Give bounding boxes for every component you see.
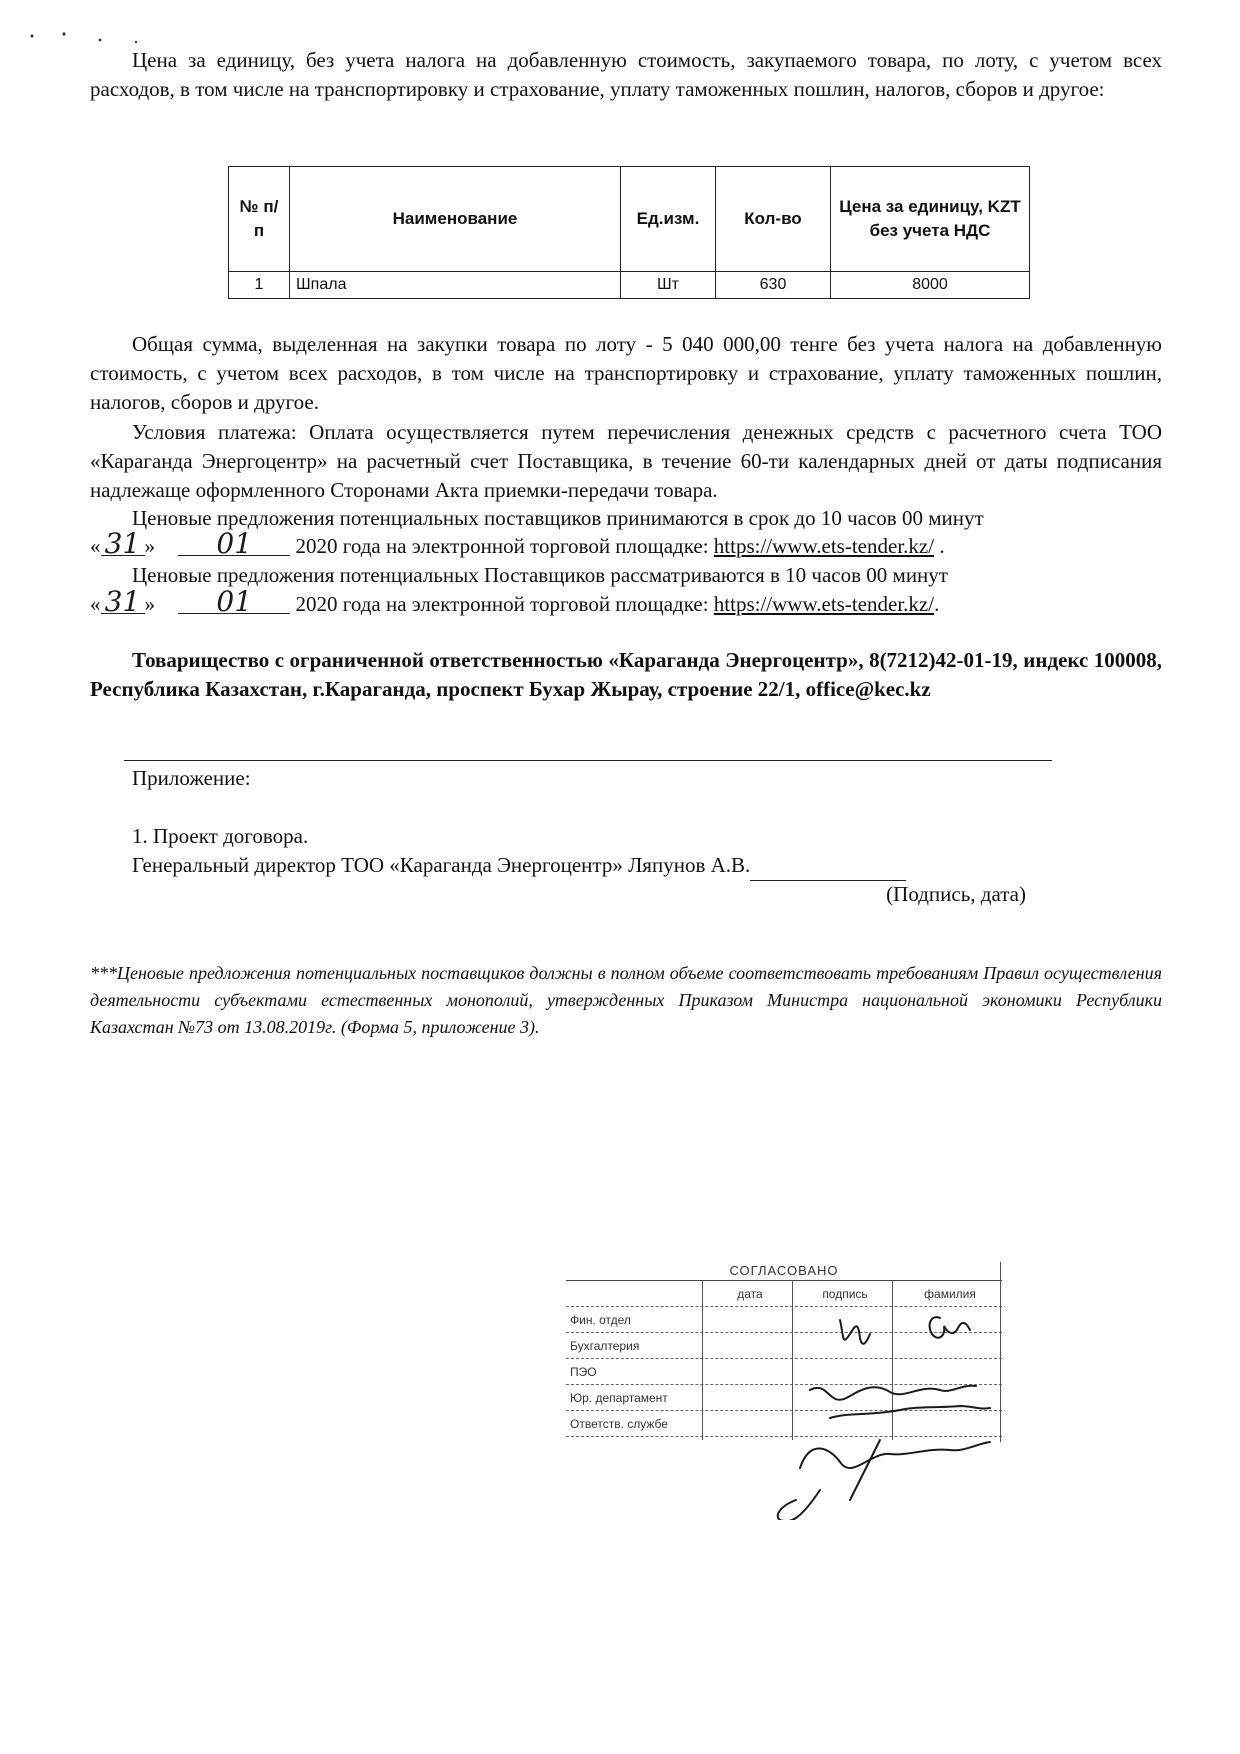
- col-header-unit: Ед.изм.: [621, 167, 716, 272]
- stamp-divider: [702, 1280, 703, 1440]
- signature-blank: [750, 851, 906, 881]
- director-name: Генеральный директор ТОО «Караганда Энергоцентр» Ляпунов А.В.: [132, 853, 751, 877]
- appendix-label: Приложение:: [132, 766, 251, 790]
- total-paragraph: Общая сумма, выделенная на закупки товара по лоту - 5 040 000,00 тенге без учета налога на добавленную стоимость, с учетом всех расходов, в том числе на транспортировку и страхование, уплату таможенных пошлин, налогов, сборов и другое.: [90, 332, 1162, 414]
- separator-line: [124, 760, 1052, 761]
- ets-tender-link[interactable]: https://www.ets-tender.kz/: [713, 534, 935, 558]
- deadline-receive-text: Ценовые предложения потенциальных поставщиков принимаются в срок до 10 часов 00 минут: [132, 506, 984, 530]
- payment-paragraph: Условия платежа: Оплата осуществляется путем перечисления денежных средств с расчетного счета ТОО «Караганда Энергоцентр» на расчетный счет Поставщика, в течение 60-ти календарных дней от даты подписания надлежаще оформленного Сторонами Акта приемки-передачи товара.: [90, 420, 1162, 502]
- stamp-col-signature: подпись: [822, 1287, 868, 1301]
- cell-name: Шпала: [290, 272, 621, 299]
- handwritten-month: 01: [178, 591, 290, 614]
- stamp-row-label: Юр. департамент: [570, 1391, 668, 1405]
- deadline-review-text: Ценовые предложения потенциальных Поставщиков рассматриваются в 10 часов 00 минут: [132, 563, 948, 587]
- handwritten-day: 31: [101, 533, 145, 556]
- col-header-number: № п/п: [229, 167, 290, 272]
- stamp-title: СОГЛАСОВАНО: [566, 1262, 1002, 1281]
- ets-tender-link[interactable]: https://www.ets-tender.kz/: [713, 592, 935, 616]
- col-header-name: Наименование: [290, 167, 621, 272]
- stamp-row-label: Ответств. службе: [570, 1417, 668, 1431]
- stamp-row-label: Бухгалтерия: [570, 1339, 640, 1353]
- col-header-price: Цена за единицу, KZT без учета НДС: [831, 167, 1030, 272]
- signature-hint: (Подпись, дата): [886, 882, 1026, 906]
- appendix-item: 1. Проект договора.: [132, 824, 309, 848]
- handwritten-month: 01: [178, 533, 290, 556]
- deadline-review-date-line: « 31 » 01 2020 года на электронной торговой площадке: https://www.ets-tender.kz/.: [90, 585, 940, 618]
- deadline-receive-rest: 2020 года на электронной торговой площадке:: [295, 534, 709, 558]
- cell-price: 8000: [831, 272, 1030, 299]
- price-table: [228, 166, 1030, 299]
- stamp-row-label: Фин. отдел: [570, 1313, 631, 1327]
- stamp-col-date: дата: [737, 1287, 763, 1301]
- cell-unit: Шт: [621, 272, 716, 299]
- company-details: Товарищество с ограниченной ответственностью «Караганда Энергоцентр», 8(7212)42-01-19, индекс 100008, Республика Казахстан, г.Караганда, проспект Бухар Жырау, строение 22/1, office@kec.kz: [90, 648, 1162, 701]
- col-header-qty: Кол-во: [716, 167, 831, 272]
- director-line: [90, 851, 1162, 881]
- handwritten-signatures: [770, 1290, 1070, 1520]
- cell-qty: 630: [716, 272, 831, 299]
- cell-number: 1: [229, 272, 290, 299]
- deadline-review-rest: 2020 года на электронной торговой площадке:: [295, 592, 709, 616]
- stamp-row-label: ПЭО: [570, 1365, 597, 1379]
- stamp-col-surname: фамилия: [924, 1287, 976, 1301]
- intro-paragraph: Цена за единицу, без учета налога на добавленную стоимость, закупаемого товара, по лоту, с учетом всех расходов, в том числе на транспортировку и страхование, уплату таможенных пошлин, налогов, сборов и другое:: [90, 48, 1162, 101]
- table-row: [229, 272, 1030, 299]
- deadline-receive-date-line: « 31 » 01 2020 года на электронной торговой площадке: https://www.ets-tender.kz/ .: [90, 527, 945, 560]
- handwritten-day: 31: [101, 591, 145, 614]
- table-header-row: [229, 167, 1030, 272]
- footnote: ***Ценовые предложения потенциальных поставщиков должны в полном объеме соответствовать требованиям Правил осуществления деятельности субъектами естественных монополий, утвержденных Приказом Министра национальной экономики Республики Казахстан №73 от 13.08.2019г. (Форма 5, приложение 3).: [90, 963, 1162, 1037]
